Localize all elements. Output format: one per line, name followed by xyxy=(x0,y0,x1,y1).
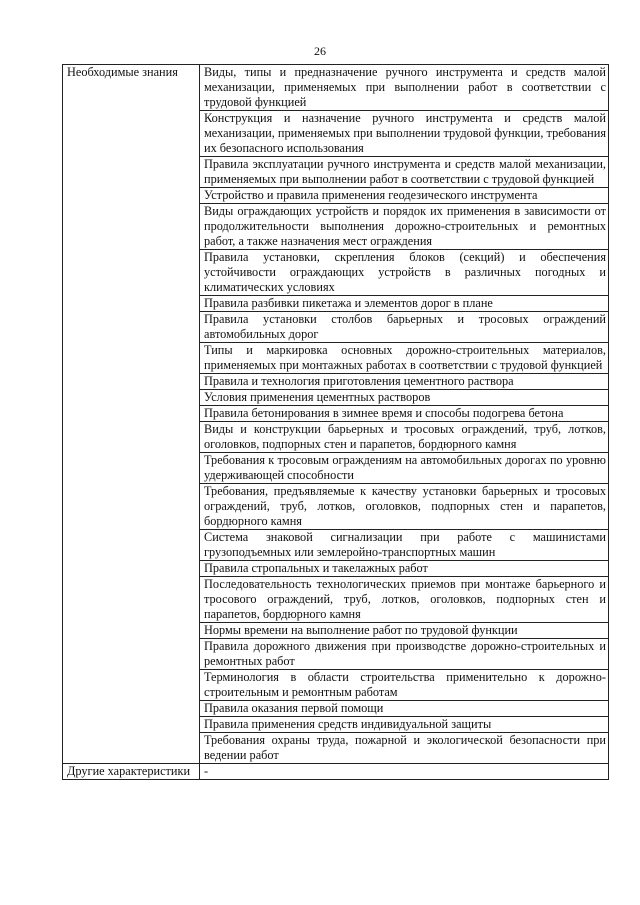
knowledge-item: Терминология в области строительства применительно к дорожно-строительным и ремонтным работам xyxy=(200,670,609,701)
knowledge-item: Конструкция и назначение ручного инструмента и средств малой механизации, применяемых при выполнении трудовой функции, требования их безопасного использования xyxy=(200,111,609,157)
knowledge-item: Нормы времени на выполнение работ по трудовой функции xyxy=(200,623,609,639)
knowledge-item: Правила стропальных и такелажных работ xyxy=(200,561,609,577)
knowledge-item: Виды и конструкции барьерных и тросовых ограждений, труб, лотков, оголовков, подпорных стен и парапетов, бордюрного камня xyxy=(200,422,609,453)
knowledge-item: Виды ограждающих устройств и порядок их применения в зависимости от продолжительности выполнения дорожно-строительных и ремонтных работ, а также назначения мест ограждения xyxy=(200,204,609,250)
knowledge-item: Правила установки столбов барьерных и тросовых ограждений автомобильных дорог xyxy=(200,312,609,343)
knowledge-item: Правила дорожного движения при производстве дорожно-строительных и ремонтных работ xyxy=(200,639,609,670)
knowledge-item: Требования, предъявляемые к качеству установки барьерных и тросовых ограждений, труб, лотков, оголовков, подпорных стен и парапетов, бордюрного камня xyxy=(200,484,609,530)
table-row xyxy=(63,764,609,780)
knowledge-item: Требования к тросовым ограждениям на автомобильных дорогах по уровню удерживающей способности xyxy=(200,453,609,484)
other-label: Другие характеристики xyxy=(63,764,200,780)
knowledge-item: Правила разбивки пикетажа и элементов дорог в плане xyxy=(200,296,609,312)
table-row xyxy=(63,65,609,111)
knowledge-item: Условия применения цементных растворов xyxy=(200,390,609,406)
knowledge-item: Система знаковой сигнализации при работе с машинистами грузоподъемных или землеройно-транспортных машин xyxy=(200,530,609,561)
knowledge-table-body xyxy=(63,65,609,780)
knowledge-item: Правила оказания первой помощи xyxy=(200,701,609,717)
knowledge-item: Виды, типы и предназначение ручного инструмента и средств малой механизации, применяемых при выполнении работ в соответствии с трудовой функцией xyxy=(200,65,609,111)
knowledge-item: Устройство и правила применения геодезического инструмента xyxy=(200,188,609,204)
other-value: - xyxy=(200,764,609,780)
knowledge-item: Правила эксплуатации ручного инструмента и средств малой механизации, применяемых при выполнении работ в соответствии с трудовой функцией xyxy=(200,157,609,188)
knowledge-item: Типы и маркировка основных дорожно-строительных материалов, применяемых при монтажных работах в соответствии с трудовой функцией xyxy=(200,343,609,374)
knowledge-item: Требования охраны труда, пожарной и экологической безопасности при ведении работ xyxy=(200,733,609,764)
knowledge-label: Необходимые знания xyxy=(63,65,200,764)
knowledge-table xyxy=(62,64,609,780)
knowledge-item: Правила установки, скрепления блоков (секций) и обеспечения устойчивости ограждающих устройств в различных погодных и климатических условиях xyxy=(200,250,609,296)
knowledge-item: Последовательность технологических приемов при монтаже барьерного и тросового ограждений, труб, лотков, оголовков, подпорных стен и парапетов, бордюрного камня xyxy=(200,577,609,623)
knowledge-item: Правила применения средств индивидуальной защиты xyxy=(200,717,609,733)
knowledge-item: Правила бетонирования в зимнее время и способы подогрева бетона xyxy=(200,406,609,422)
knowledge-item: Правила и технология приготовления цементного раствора xyxy=(200,374,609,390)
page-number: 26 xyxy=(314,44,326,58)
